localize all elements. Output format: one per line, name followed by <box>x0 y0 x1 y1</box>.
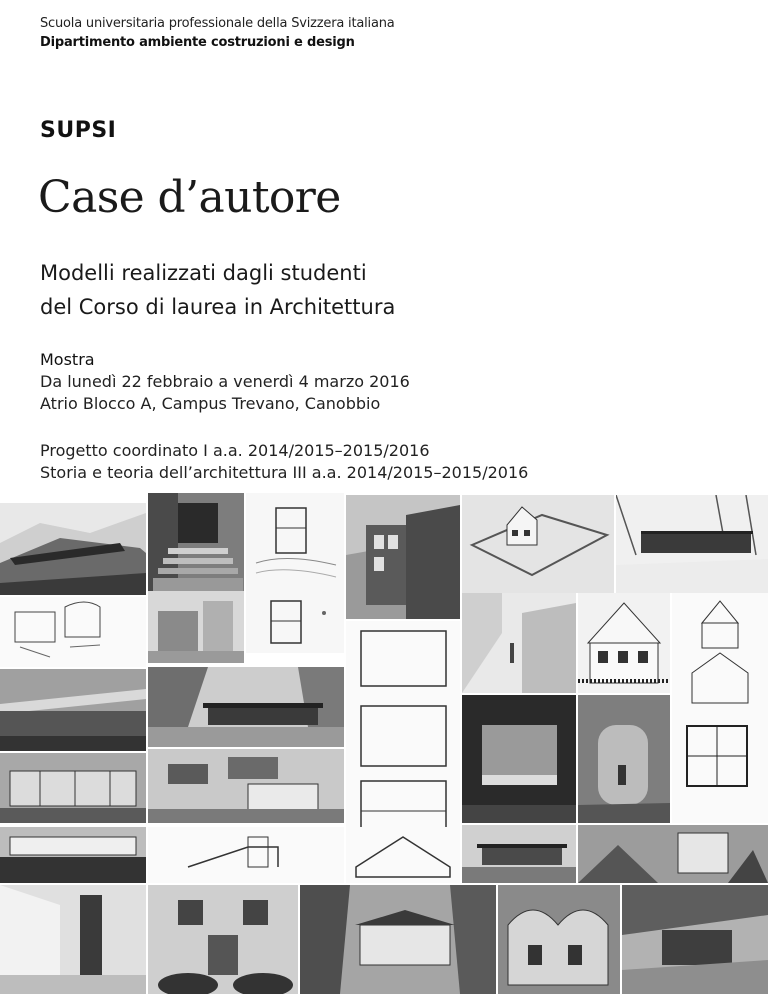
drawing-house-section-plan <box>672 711 768 823</box>
event-label: Mostra <box>40 350 95 369</box>
photo-low-house-trees <box>148 667 344 747</box>
photo-glass-house <box>0 753 146 823</box>
institution-header <box>40 14 395 52</box>
photo-gabled-house <box>578 593 670 693</box>
subtitle-line-1: Modelli realizzati dagli studenti <box>40 261 367 285</box>
photo-house-in-forest <box>300 885 496 994</box>
photo-tower-house-forest <box>346 495 460 619</box>
photo-house-on-slope <box>622 885 768 994</box>
drawing-floor-plan-2 <box>246 593 344 653</box>
photo-vaulted-house <box>498 885 620 994</box>
course-line-2: Storia e teoria dell’architettura III a.a. 2014/2015–2015/2016 <box>40 463 529 482</box>
drawing-sketches <box>0 597 146 667</box>
drawing-section-1 <box>148 827 344 883</box>
institution-name: Scuola universitaria professionale della Svizzera italiana <box>40 16 395 31</box>
photo-interior-fireplace <box>0 885 146 994</box>
photo-courtyard-pool <box>462 695 576 823</box>
photo-concrete-stairs <box>148 493 244 591</box>
supsi-logo: SUPSI <box>40 118 117 143</box>
photo-house-exterior <box>148 591 244 663</box>
architecture-photo-collage <box>0 493 768 994</box>
event-location: Atrio Blocco A, Campus Trevano, Canobbio <box>40 394 381 413</box>
photo-house-by-water <box>0 827 146 883</box>
photo-housing-blocks <box>148 749 344 823</box>
photo-modernist-house-hillside <box>0 503 146 595</box>
photo-concrete-facade <box>148 885 298 994</box>
course-info <box>40 440 528 484</box>
drawing-section-2 <box>346 827 460 883</box>
photo-glass-pavilion-snow <box>616 495 768 593</box>
poster-subtitle <box>40 256 395 324</box>
event-dates: Da lunedì 22 febbraio a venerdì 4 marzo 2016 <box>40 372 410 391</box>
photo-villa-trees <box>578 825 768 883</box>
poster-title: Case d’autore <box>38 172 341 223</box>
event-info <box>40 349 410 415</box>
subtitle-line-2: del Corso di laurea in Architettura <box>40 295 396 319</box>
photo-white-interior <box>462 593 576 693</box>
photo-house-model-walls <box>462 495 614 593</box>
drawing-house-elevations <box>672 593 768 711</box>
course-line-1: Progetto coordinato I a.a. 2014/2015–2015/2016 <box>40 441 430 460</box>
drawing-floor-plan-1 <box>246 493 344 593</box>
photo-long-house-gray-sky <box>0 669 146 751</box>
photo-curved-concrete-building <box>578 695 670 823</box>
photo-flat-roof-pavilion <box>462 825 576 883</box>
department-name: Dipartimento ambiente costruzioni e design <box>40 35 355 50</box>
